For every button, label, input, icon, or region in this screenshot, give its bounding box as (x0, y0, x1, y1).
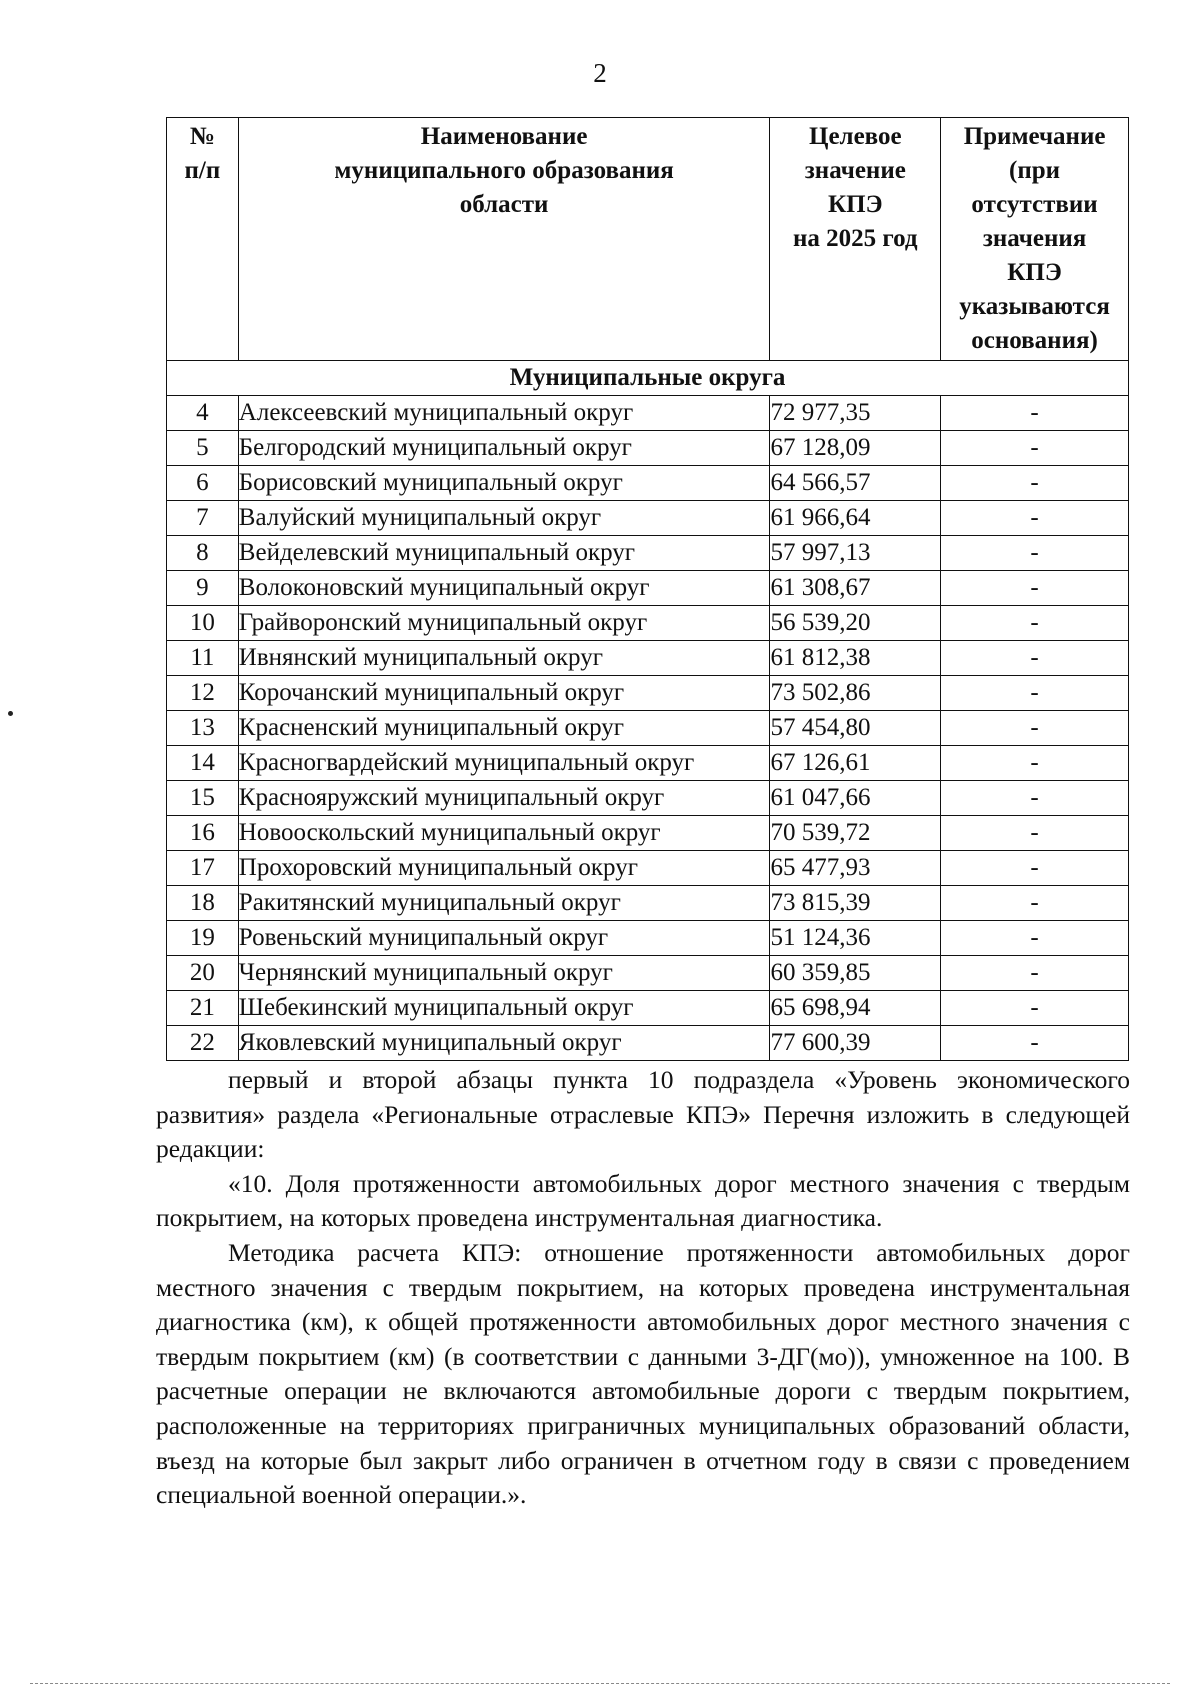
header-note (941, 118, 1129, 361)
cell-num: 12 (167, 676, 239, 711)
section-row (167, 361, 1129, 396)
cell-name: Чернянский муниципальный округ (238, 956, 770, 991)
cell-name: Красненский муниципальный округ (238, 711, 770, 746)
cell-name: Белгородский муниципальный округ (238, 431, 770, 466)
section-title: Муниципальные округа (167, 361, 1129, 396)
cell-value: 72 977,35 (770, 396, 941, 431)
cell-name: Вейделевский муниципальный округ (238, 536, 770, 571)
table-row (167, 1026, 1129, 1061)
cell-num: 20 (167, 956, 239, 991)
cell-value: 51 124,36 (770, 921, 941, 956)
table-header-row (167, 118, 1129, 361)
kpe-table (166, 117, 1129, 1061)
cell-note: - (941, 711, 1129, 746)
table-row (167, 676, 1129, 711)
cell-note: - (941, 641, 1129, 676)
page-number: 2 (593, 58, 607, 88)
cell-note: - (941, 781, 1129, 816)
table-row (167, 886, 1129, 921)
table-row (167, 501, 1129, 536)
body-text (156, 1063, 1130, 1513)
cell-value: 67 126,61 (770, 746, 941, 781)
header-num: № п/п (167, 118, 239, 361)
cell-num: 18 (167, 886, 239, 921)
header-note-rest: (при отсутствии значения КПЭ указываются основания) (959, 157, 1110, 354)
paragraph-1: первый и второй абзацы пункта 10 подраздела «Уровень экономического развития» раздела «Региональные отраслевые КПЭ» Перечня изложить в следующей редакции: (156, 1065, 1130, 1164)
cell-value: 70 539,72 (770, 816, 941, 851)
header-name: Наименование муниципального образования области (238, 118, 770, 361)
cell-name: Краснояружский муниципальный округ (238, 781, 770, 816)
cell-note: - (941, 536, 1129, 571)
cell-value: 61 047,66 (770, 781, 941, 816)
cell-name: Валуйский муниципальный округ (238, 501, 770, 536)
scan-speck (8, 711, 13, 716)
cell-num: 13 (167, 711, 239, 746)
cell-value: 65 698,94 (770, 991, 941, 1026)
cell-name: Шебекинский муниципальный округ (238, 991, 770, 1026)
cell-num: 4 (167, 396, 239, 431)
cell-note: - (941, 606, 1129, 641)
cell-num: 14 (167, 746, 239, 781)
cell-value: 64 566,57 (770, 466, 941, 501)
table-row (167, 536, 1129, 571)
table-row (167, 851, 1129, 886)
cell-name: Волоконовский муниципальный округ (238, 571, 770, 606)
table-row (167, 991, 1129, 1026)
cell-value: 61 966,64 (770, 501, 941, 536)
cell-num: 10 (167, 606, 239, 641)
scan-edge-line (30, 1683, 1170, 1684)
cell-note: - (941, 571, 1129, 606)
table-row (167, 431, 1129, 466)
cell-value: 61 308,67 (770, 571, 941, 606)
cell-num: 16 (167, 816, 239, 851)
cell-note: - (941, 816, 1129, 851)
cell-name: Красногвардейский муниципальный округ (238, 746, 770, 781)
table-row (167, 781, 1129, 816)
cell-value: 57 454,80 (770, 711, 941, 746)
cell-name: Ракитянский муниципальный округ (238, 886, 770, 921)
cell-value: 65 477,93 (770, 851, 941, 886)
cell-name: Алексеевский муниципальный округ (238, 396, 770, 431)
table-row (167, 466, 1129, 501)
cell-name: Грайворонский муниципальный округ (238, 606, 770, 641)
cell-note: - (941, 431, 1129, 466)
cell-num: 6 (167, 466, 239, 501)
paragraph-2: «10. Доля протяженности автомобильных дорог местного значения с твердым покрытием, на которых проведена инструментальная диагностика. (156, 1168, 1130, 1233)
header-note-title: Примечание (963, 123, 1106, 150)
table-row (167, 396, 1129, 431)
table-row (167, 921, 1129, 956)
table-row (167, 711, 1129, 746)
cell-num: 7 (167, 501, 239, 536)
cell-value: 73 502,86 (770, 676, 941, 711)
cell-num: 17 (167, 851, 239, 886)
table-row (167, 816, 1129, 851)
cell-name: Прохоровский муниципальный округ (238, 851, 770, 886)
table-row (167, 571, 1129, 606)
cell-note: - (941, 396, 1129, 431)
cell-note: - (941, 991, 1129, 1026)
cell-num: 19 (167, 921, 239, 956)
cell-num: 8 (167, 536, 239, 571)
cell-note: - (941, 676, 1129, 711)
cell-value: 60 359,85 (770, 956, 941, 991)
cell-num: 21 (167, 991, 239, 1026)
cell-note: - (941, 466, 1129, 501)
cell-note: - (941, 886, 1129, 921)
table-row (167, 956, 1129, 991)
table-row (167, 606, 1129, 641)
header-target: Целевое значение КПЭ на 2025 год (770, 118, 941, 361)
cell-note: - (941, 921, 1129, 956)
cell-num: 22 (167, 1026, 239, 1061)
cell-note: - (941, 956, 1129, 991)
table-row (167, 641, 1129, 676)
paragraph-3: Методика расчета КПЭ: отношение протяженности автомобильных дорог местного значения с твердым покрытием, на которых проведена инструментальная диагностика (км), к общей протяженности автомобильных дорог местного значения с твердым покрытием (км) (в соответствии с данными 3-ДГ(мо)), умноженное на 100. В расчетные операции не включаются автомобильные дороги с твердым покрытием, расположенные на территориях приграничных муниципальных образований области, въезд на которые был закрыт либо ограничен в отчетном году в связи с проведением специальной военной операции.». (156, 1237, 1130, 1510)
cell-name: Корочанский муниципальный округ (238, 676, 770, 711)
cell-value: 73 815,39 (770, 886, 941, 921)
cell-note: - (941, 851, 1129, 886)
cell-name: Борисовский муниципальный округ (238, 466, 770, 501)
cell-num: 11 (167, 641, 239, 676)
cell-name: Ровеньский муниципальный округ (238, 921, 770, 956)
cell-name: Яковлевский муниципальный округ (238, 1026, 770, 1061)
cell-value: 57 997,13 (770, 536, 941, 571)
cell-num: 15 (167, 781, 239, 816)
cell-value: 77 600,39 (770, 1026, 941, 1061)
cell-note: - (941, 501, 1129, 536)
cell-name: Ивнянский муниципальный округ (238, 641, 770, 676)
cell-value: 56 539,20 (770, 606, 941, 641)
cell-note: - (941, 1026, 1129, 1061)
cell-value: 67 128,09 (770, 431, 941, 466)
cell-note: - (941, 746, 1129, 781)
cell-value: 61 812,38 (770, 641, 941, 676)
cell-num: 9 (167, 571, 239, 606)
cell-name: Новооскольский муниципальный округ (238, 816, 770, 851)
cell-num: 5 (167, 431, 239, 466)
table-row (167, 746, 1129, 781)
